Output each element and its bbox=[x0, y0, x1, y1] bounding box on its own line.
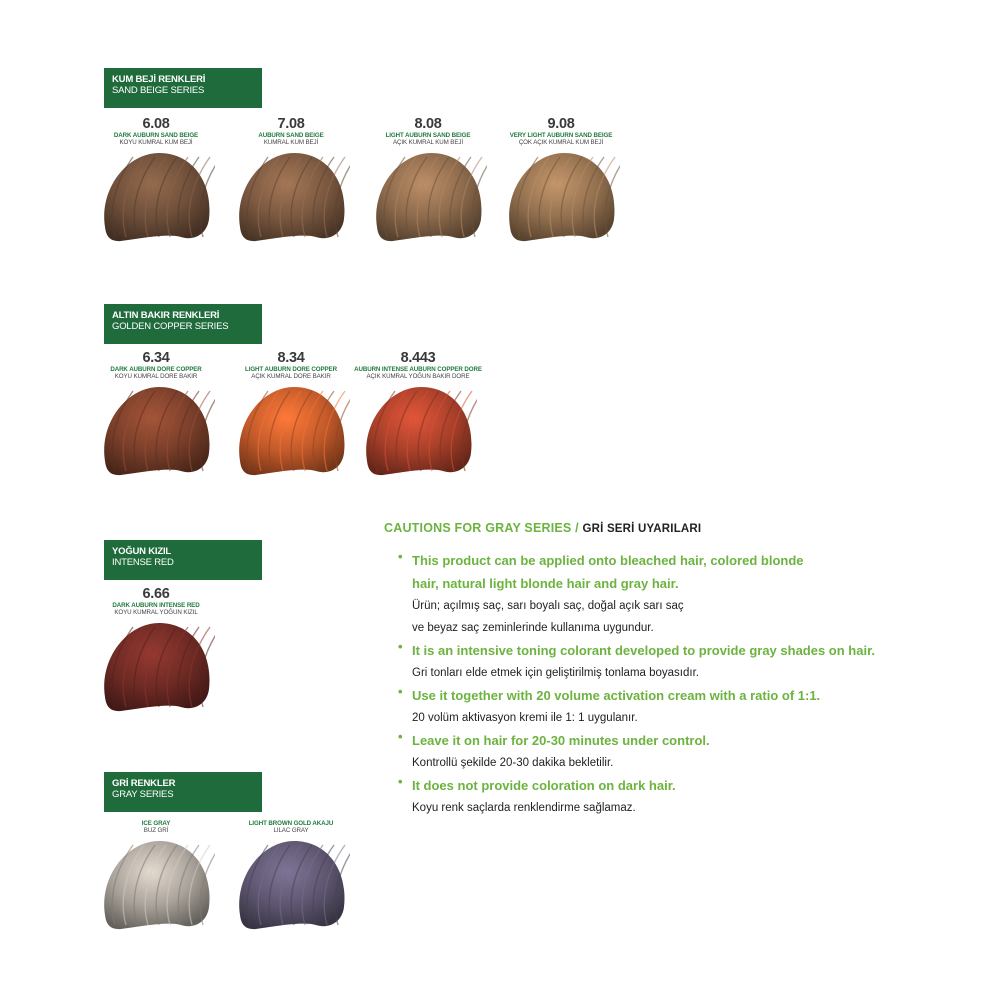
shade-card[interactable] bbox=[92, 587, 220, 715]
shade-card[interactable] bbox=[364, 117, 492, 245]
bullet-icon: • bbox=[398, 684, 403, 699]
shade-card[interactable] bbox=[497, 117, 625, 245]
caution-text-en: It is an intensive toning colorant developed to provide gray shades on hair. bbox=[412, 643, 876, 658]
shade-code: 6.08 bbox=[142, 116, 170, 132]
shade-code: 8.08 bbox=[414, 116, 442, 132]
caution-item bbox=[398, 639, 984, 684]
hair-swatch-image bbox=[97, 619, 215, 715]
cautions-title bbox=[384, 521, 984, 535]
shade-name-en: LIGHT AUBURN DORE COPPER bbox=[245, 366, 337, 373]
series-title-en: GOLDEN COPPER SERIES bbox=[112, 321, 229, 332]
shade-name-tr: KOYU KUMRAL DORE BAKIR bbox=[114, 373, 198, 380]
series-header-golden-copper bbox=[104, 304, 262, 344]
shade-code: 6.66 bbox=[142, 586, 170, 602]
hair-swatch-image bbox=[232, 149, 350, 245]
shade-card[interactable] bbox=[227, 820, 355, 933]
hair-swatch-image bbox=[97, 149, 215, 245]
shade-name-en: ICE GRAY bbox=[141, 820, 171, 827]
shade-name-en: DARK AUBURN DORE COPPER bbox=[110, 366, 202, 373]
shade-card[interactable] bbox=[354, 351, 482, 479]
caution-item bbox=[398, 774, 984, 819]
series-title-tr: GRİ RENKLER bbox=[112, 778, 176, 789]
caution-text-en: hair, natural light blonde hair and gray hair. bbox=[412, 576, 679, 591]
shade-code: 7.08 bbox=[277, 116, 305, 132]
caution-item bbox=[398, 549, 984, 639]
hair-swatch-image bbox=[359, 383, 477, 479]
caution-text-tr: Gri tonları elde etmek için geliştirilmiş tonlama boyasıdır. bbox=[412, 667, 699, 679]
shade-card[interactable] bbox=[227, 117, 355, 245]
cautions-title-tr: GRİ SERİ UYARILARI bbox=[582, 523, 702, 535]
series-title-en: GRAY SERIES bbox=[112, 789, 174, 800]
shade-code: 9.08 bbox=[547, 116, 575, 132]
shade-name-en: AUBURN INTENSE AUBURN COPPER DORE bbox=[354, 366, 482, 373]
hair-swatch-image bbox=[502, 149, 620, 245]
caution-text-en: Use it together with 20 volume activation cream with a ratio of 1:1. bbox=[412, 688, 821, 703]
shade-name-en: AUBURN SAND BEIGE bbox=[258, 132, 324, 139]
caution-text-tr: 20 volüm aktivasyon kremi ile 1: 1 uygulanır. bbox=[412, 712, 638, 724]
series-title-en: INTENSE RED bbox=[112, 557, 174, 568]
shade-code: 8.34 bbox=[277, 350, 305, 366]
bullet-icon: • bbox=[398, 774, 403, 789]
cautions-section bbox=[384, 521, 984, 819]
hair-swatch-image bbox=[97, 837, 215, 933]
shade-card[interactable] bbox=[92, 117, 220, 245]
caution-item bbox=[398, 729, 984, 774]
caution-text-en: This product can be applied onto bleached hair, colored blonde bbox=[412, 553, 804, 568]
shade-card[interactable] bbox=[92, 820, 220, 933]
bullet-icon: • bbox=[398, 729, 403, 744]
series-header-intense-red bbox=[104, 540, 262, 580]
caution-text-tr: Koyu renk saçlarda renklendirme sağlamaz. bbox=[412, 802, 636, 814]
caution-text-en: It does not provide coloration on dark hair. bbox=[412, 778, 676, 793]
shade-card[interactable] bbox=[92, 351, 220, 479]
shade-name-tr: AÇIK KUMRAL YOĞUN BAKIR DORE bbox=[366, 373, 470, 380]
shade-name-en: LIGHT AUBURN SAND BEIGE bbox=[385, 132, 471, 139]
caution-text-tr: ve beyaz saç zeminlerinde kullanıma uygundur. bbox=[412, 622, 654, 634]
bullet-icon: • bbox=[398, 549, 403, 564]
hair-swatch-image bbox=[369, 149, 487, 245]
caution-item bbox=[398, 684, 984, 729]
series-header-gray bbox=[104, 772, 262, 812]
shade-name-en: DARK AUBURN SAND BEIGE bbox=[113, 132, 199, 139]
series-title-tr: YOĞUN KIZIL bbox=[112, 546, 172, 557]
hair-swatch-image bbox=[232, 837, 350, 933]
caution-text-en: Leave it on hair for 20-30 minutes under control. bbox=[412, 733, 710, 748]
shade-name-tr: BUZ GRİ bbox=[143, 827, 169, 834]
bullet-icon: • bbox=[398, 639, 403, 654]
shade-name-tr: LILAC GRAY bbox=[273, 827, 309, 834]
series-title-en: SAND BEIGE SERIES bbox=[112, 85, 205, 96]
shade-name-en: DARK AUBURN INTENSE RED bbox=[112, 602, 200, 609]
shade-name-tr: AÇIK KUMRAL DORE BAKIR bbox=[251, 373, 331, 380]
shade-code: 8.443 bbox=[400, 350, 436, 366]
shade-name-tr: KOYU KUMRAL KUM BEJİ bbox=[119, 139, 193, 146]
series-title-tr: ALTIN BAKIR RENKLERİ bbox=[112, 310, 220, 321]
series-header-sand-beige bbox=[104, 68, 262, 108]
shade-name-tr: AÇIK KUMRAL KUM BEJİ bbox=[393, 139, 463, 146]
shade-code: 6.34 bbox=[142, 350, 170, 366]
shade-name-tr: KOYU KUMRAL YOĞUN KIZIL bbox=[114, 609, 198, 616]
cautions-title-en: CAUTIONS FOR GRAY SERIES / bbox=[384, 521, 583, 535]
hair-swatch-image bbox=[232, 383, 350, 479]
series-title-tr: KUM BEJİ RENKLERİ bbox=[112, 74, 206, 85]
shade-name-en: VERY LIGHT AUBURN SAND BEIGE bbox=[509, 132, 613, 139]
shade-card[interactable] bbox=[227, 351, 355, 479]
shade-name-tr: ÇOK AÇIK KUMRAL KUM BEJİ bbox=[518, 139, 604, 146]
caution-text-tr: Ürün; açılmış saç, sarı boyalı saç, doğal açık sarı saç bbox=[412, 600, 684, 612]
shade-name-en: LIGHT BROWN GOLD AKAJU bbox=[248, 820, 334, 827]
shade-name-tr: KUMRAL KUM BEJİ bbox=[263, 139, 319, 146]
cautions-list bbox=[384, 549, 984, 819]
caution-text-tr: Kontrollü şekilde 20-30 dakika bekletilir. bbox=[412, 757, 614, 769]
hair-swatch-image bbox=[97, 383, 215, 479]
